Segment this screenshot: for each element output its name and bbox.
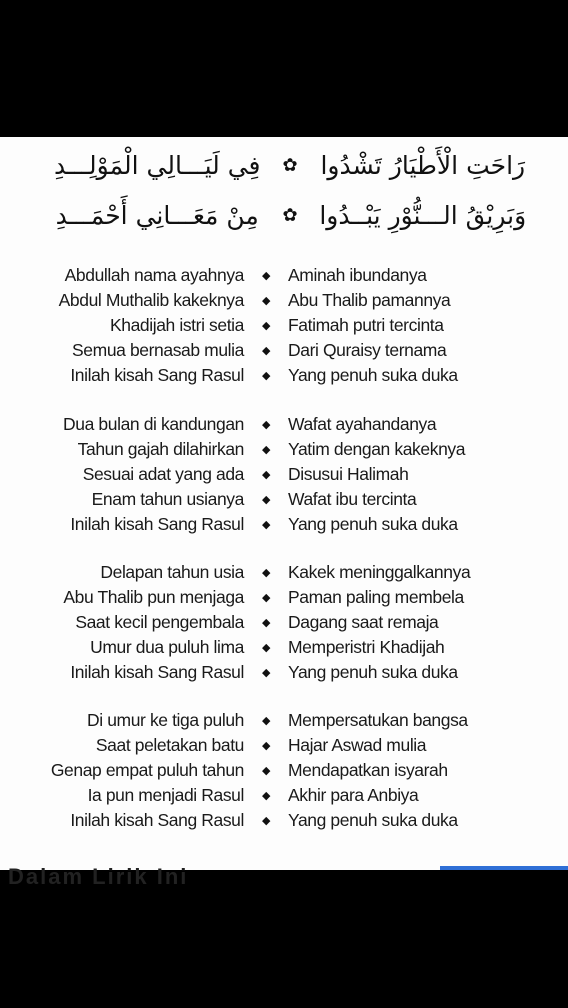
- lyric-line: [0, 660, 568, 685]
- lyric-left: Inilah kisah Sang Rasul: [70, 514, 244, 534]
- lyric-right: Fatimah putri tercinta: [288, 315, 444, 335]
- bullet-icon: ◆: [261, 295, 271, 307]
- lyric-right: Yang penuh suka duka: [288, 662, 458, 682]
- lyric-left: Khadijah istri setia: [109, 315, 244, 335]
- lyric-right: Mempersatukan bangsa: [288, 710, 468, 730]
- bullet-icon: ◆: [261, 567, 271, 579]
- stanza-1: [0, 263, 568, 388]
- lyric-line: [0, 808, 568, 833]
- arabic-verse-1-right: رَاحَتِ الْأَطْيَارُ تَشْدُوا: [320, 151, 526, 180]
- lyric-line: [0, 758, 568, 783]
- lyric-left: Sesuai adat yang ada: [82, 464, 244, 484]
- lyric-left: Inilah kisah Sang Rasul: [70, 365, 244, 385]
- lyric-left: Di umur ke tiga puluh: [87, 710, 244, 730]
- lyric-right: Abu Thalib pamannya: [288, 290, 451, 310]
- lyric-line: [0, 412, 568, 437]
- arabic-verse-2-right: وَبَرِيْقُ الـــنُّوْرِ يَبْــدُوا: [319, 201, 527, 230]
- lyric-right: Hajar Aswad mulia: [288, 735, 427, 755]
- lyric-right: Mendapatkan isyarah: [288, 760, 448, 780]
- lyric-line: [0, 610, 568, 635]
- lyric-line: [0, 708, 568, 733]
- bullet-icon: ◆: [261, 320, 271, 332]
- lyric-right: Kakek meninggalkannya: [288, 562, 471, 582]
- bullet-icon: ◆: [261, 765, 271, 777]
- lyric-left: Saat peletakan batu: [95, 735, 244, 755]
- bullet-icon: ◆: [261, 617, 271, 629]
- bullet-icon: ◆: [261, 790, 271, 802]
- lyric-line: [0, 733, 568, 758]
- bullet-icon: ◆: [261, 667, 271, 679]
- cut-off-heading: Dalam Lirik Ini: [8, 864, 189, 889]
- arabic-verse-2-left: مِنْ مَعَـــانِي أَحْمَـــدِ: [55, 201, 259, 230]
- lyric-left: Delapan tahun usia: [100, 562, 244, 582]
- lyric-line: [0, 437, 568, 462]
- lyric-line: [0, 462, 568, 487]
- arabic-verse-1-left: فِي لَيَـــالِي الْمَوْلِـــدِ: [53, 151, 261, 180]
- lyric-right: Dagang saat remaja: [288, 612, 439, 632]
- lyric-line: [0, 512, 568, 537]
- bullet-icon: ◆: [261, 469, 271, 481]
- lyric-line: [0, 263, 568, 288]
- lyrics-sheet: [0, 137, 568, 889]
- lyric-left: Semua bernasab mulia: [72, 340, 244, 360]
- lyric-line: [0, 288, 568, 313]
- lyric-line: [0, 783, 568, 808]
- bullet-icon: ◆: [261, 494, 271, 506]
- flower-separator-icon: ✿: [282, 155, 298, 176]
- lyric-left: Inilah kisah Sang Rasul: [70, 810, 244, 830]
- bullet-icon: ◆: [261, 715, 271, 727]
- stanza-3: [0, 560, 568, 685]
- lyric-left: Ia pun menjadi Rasul: [87, 785, 244, 805]
- lyric-right: Disusui Halimah: [288, 464, 409, 484]
- lyric-right: Memperistri Khadijah: [288, 637, 445, 657]
- lyric-line: [0, 585, 568, 610]
- lyric-right: Wafat ayahandanya: [288, 414, 437, 434]
- arabic-verse-1: [40, 151, 540, 180]
- arabic-verse-2: [40, 201, 540, 230]
- lyric-right: Wafat ibu tercinta: [288, 489, 417, 509]
- bullet-icon: ◆: [261, 370, 271, 382]
- lyric-line: [0, 635, 568, 660]
- bullet-icon: ◆: [261, 592, 271, 604]
- bullet-icon: ◆: [261, 519, 271, 531]
- lyric-right: Dari Quraisy ternama: [288, 340, 447, 360]
- lyric-line: [0, 313, 568, 338]
- bullet-icon: ◆: [261, 419, 271, 431]
- lyric-left: Tahun gajah dilahirkan: [77, 439, 244, 459]
- stanza-2: [0, 412, 568, 537]
- lyric-right: Yatim dengan kakeknya: [288, 439, 466, 459]
- lyric-line: [0, 363, 568, 388]
- lyric-line: [0, 560, 568, 585]
- bullet-icon: ◆: [261, 740, 271, 752]
- lyric-right: Paman paling membela: [288, 587, 464, 607]
- lyric-right: Yang penuh suka duka: [288, 514, 458, 534]
- bullet-icon: ◆: [261, 444, 271, 456]
- lyric-right: Aminah ibundanya: [288, 265, 427, 285]
- lyric-right: Akhir para Anbiya: [288, 785, 419, 805]
- lyric-left: Abu Thalib pun menjaga: [63, 587, 244, 607]
- lyric-left: Abdullah nama ayahnya: [64, 265, 244, 285]
- lyric-right: Yang penuh suka duka: [288, 810, 458, 830]
- lyric-line: [0, 487, 568, 512]
- lyric-line: [0, 338, 568, 363]
- flower-separator-icon: ✿: [282, 205, 298, 226]
- bullet-icon: ◆: [261, 270, 271, 282]
- accent-bar: [440, 866, 568, 870]
- lyric-left: Dua bulan di kandungan: [63, 414, 244, 434]
- lyric-left: Inilah kisah Sang Rasul: [70, 662, 244, 682]
- stanza-4: [0, 708, 568, 833]
- lyric-left: Abdul Muthalib kakeknya: [58, 290, 244, 310]
- lyric-left: Saat kecil pengembala: [75, 612, 244, 632]
- lyric-left: Umur dua puluh lima: [90, 637, 244, 657]
- bullet-icon: ◆: [261, 815, 271, 827]
- lyric-right: Yang penuh suka duka: [288, 365, 458, 385]
- bullet-icon: ◆: [261, 345, 271, 357]
- lyric-left: Genap empat puluh tahun: [50, 760, 244, 780]
- lyric-left: Enam tahun usianya: [91, 489, 244, 509]
- bullet-icon: ◆: [261, 642, 271, 654]
